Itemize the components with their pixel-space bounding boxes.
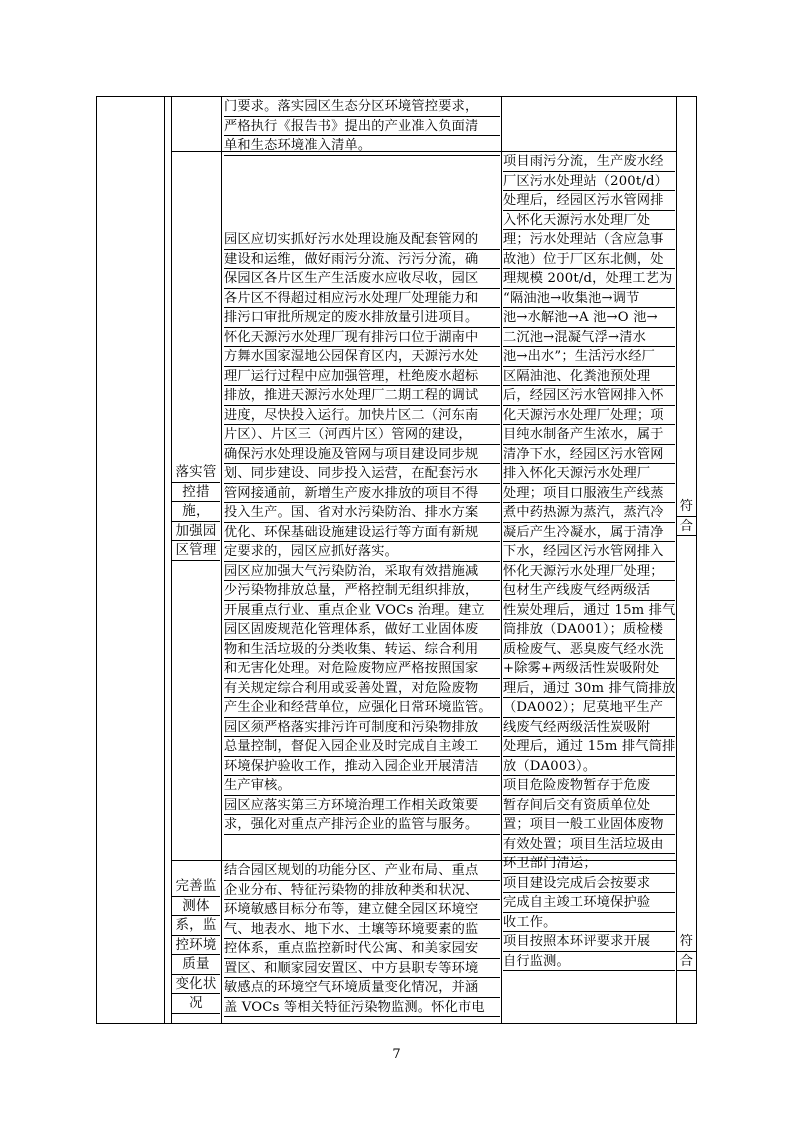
text-line: 置区、和顺家园安置区、中方县职专等环境 xyxy=(224,959,500,979)
text-line: 暂存间后交有资质单位处 xyxy=(503,796,675,816)
text-line: 项目建设完成后会按要求 xyxy=(503,874,675,894)
text-line: 处理后，经园区污水管网排 xyxy=(503,191,675,211)
text-line: 区管理 xyxy=(172,541,220,561)
text-line: 区隔油池、化粪池预处理 xyxy=(503,367,675,387)
text-line: 下水，经园区污水管网排入 xyxy=(503,542,675,562)
text-line: 后，经园区污水管网排入怀 xyxy=(503,386,675,406)
text-line: 排放，推进天源污水处理厂二期工程的调试 xyxy=(224,386,500,406)
text-line: 优化、环保基础设施建设运行等方面有新规 xyxy=(224,523,500,543)
text-line: 方舞水国家湿地公园保育区内，天源污水处 xyxy=(224,347,500,367)
text-line: 结合园区规划的功能分区、产业布局、重点 xyxy=(224,861,500,881)
row2-measure-label xyxy=(172,877,220,1014)
text-line: 化天源污水处理厂处理；项 xyxy=(503,406,675,426)
text-line: 园区应切实抓好污水处理设施及配套管网的 xyxy=(224,230,500,250)
text-line: 和无害化处理。对危险废物应严格按照国家 xyxy=(224,659,500,679)
row1-measure-label xyxy=(172,463,220,561)
row1-requirement-text xyxy=(224,230,500,835)
text-line: 置；项目一般工业固体废物 xyxy=(503,815,675,835)
text-line: 园区应落实第三方环境治理工作相关政策要 xyxy=(224,796,500,816)
text-line: （DA002）；尼莫地平生产 xyxy=(503,698,675,718)
text-line: 处理；项目口服液生产线蒸 xyxy=(503,484,675,504)
text-line: 控体系，重点监控新时代公寓、和美家园安 xyxy=(224,939,500,959)
text-line: 凝后产生冷凝水，属于清净 xyxy=(503,523,675,543)
text-line: 控环境 xyxy=(172,936,220,956)
column-divider xyxy=(501,96,502,1024)
text-line: 气、地表水、地下水、土壤等环境要素的监 xyxy=(224,920,500,940)
text-line: 厂区污水处理站（200t/d） xyxy=(503,172,675,192)
text-line: 生产审核。 xyxy=(224,776,500,796)
column-divider xyxy=(676,96,677,1024)
text-line: 落实管 xyxy=(172,463,220,483)
text-line: 合 xyxy=(677,517,696,537)
text-line: 项目按照本环评要求开展 xyxy=(503,932,675,952)
text-line: 煮中药热源为蒸汽，蒸汽冷 xyxy=(503,503,675,523)
table-right-border xyxy=(696,96,697,1024)
text-line: 怀化天源污水处理厂处理； xyxy=(503,562,675,582)
text-line: 建设和运维，做好雨污分流、污污分流，确 xyxy=(224,250,500,270)
text-line: 片区）、片区三（河西片区）管网的建设， xyxy=(224,425,500,445)
text-line: 目纯水制备产生浓水，属于 xyxy=(503,425,675,445)
text-line: 池→水解池→A 池→O 池→ xyxy=(503,308,675,328)
text-line: 完成自主竣工环境保护验 xyxy=(503,893,675,913)
text-line: 盖 VOCs 等相关特征污染物监测。怀化市电 xyxy=(224,998,500,1018)
row1-project-text xyxy=(503,152,675,932)
text-line: 有效处置；项目生活垃圾由 xyxy=(503,835,675,855)
text-line: 系，监 xyxy=(172,916,220,936)
page-number: 7 xyxy=(392,1047,401,1062)
text-line: 故池）位于厂区东北侧，处 xyxy=(503,250,675,270)
text-line: 合 xyxy=(677,952,696,972)
text-line: 有关规定综合利用或妥善处置，对危险废物 xyxy=(224,679,500,699)
text-line: “隔油池→收集池→调节 xyxy=(503,289,675,309)
text-line: 变化状 xyxy=(172,975,220,995)
text-line: 门要求。落实园区生态分区环境管控要求， xyxy=(224,97,500,117)
text-line: 划、同步建设、同步投入运营，在配套污水 xyxy=(224,464,500,484)
text-line: 自行监测。 xyxy=(503,952,675,972)
text-line: 加强园 xyxy=(172,522,220,542)
text-line: 进度，尽快投入运行。加快片区二（河东南 xyxy=(224,406,500,426)
text-line: 理后，通过 30m 排气筒排放 xyxy=(503,679,675,699)
text-line: 放（DA003）。 xyxy=(503,757,675,777)
text-line: 质检废气、恶臭废气经水洗 xyxy=(503,640,675,660)
row0-requirement-text xyxy=(224,97,500,156)
column-divider xyxy=(164,96,165,1024)
text-line: 入怀化天源污水处理厂处 xyxy=(503,211,675,231)
text-line: 完善监 xyxy=(172,877,220,897)
text-line: 环境保护验收工作，推动入园企业开展清洁 xyxy=(224,757,500,777)
text-line: 符 xyxy=(677,932,696,952)
text-line: 少污染物排放总量，严格控制无组织排放， xyxy=(224,581,500,601)
text-line: 质量 xyxy=(172,955,220,975)
text-line: 理厂运行过程中应加强管理，杜绝废水超标 xyxy=(224,367,500,387)
text-line: 线废气经两级活性炭吸附 xyxy=(503,718,675,738)
text-line: 性炭处理后，通过 15m 排气 xyxy=(503,601,675,621)
table-left-border xyxy=(96,96,97,1024)
text-line: 管网接通前，新增生产废水排放的项目不得 xyxy=(224,484,500,504)
text-line: 投入生产。国、省对水污染防治、排水方案 xyxy=(224,503,500,523)
text-line: 排入怀化天源污水处理厂 xyxy=(503,464,675,484)
text-line: 池→出水”；生活污水经厂 xyxy=(503,347,675,367)
text-line: 收工作。 xyxy=(503,913,675,933)
row2-requirement-text xyxy=(224,861,500,1017)
text-line: 环境敏感目标分布等，建立健全园区环境空 xyxy=(224,900,500,920)
text-line: 确保污水处理设施及管网与项目建设同步规 xyxy=(224,445,500,465)
text-line: 单和生态环境准入清单。 xyxy=(224,136,500,156)
text-line: 环卫部门清运； xyxy=(503,854,675,874)
text-line: 总量控制，督促入园企业及时完成自主竣工 xyxy=(224,737,500,757)
column-divider xyxy=(221,96,222,1024)
text-line: 园区应加强大气污染防治，采取有效措施减 xyxy=(224,562,500,582)
text-line: 企业分布、特征污染物的排放种类和状况、 xyxy=(224,881,500,901)
text-line: 敏感点的环境空气环境质量变化情况，并涵 xyxy=(224,978,500,998)
text-line: 园区须严格落实排污许可制度和污染物排放 xyxy=(224,718,500,738)
text-line: 二沉池→混凝气浮→清水 xyxy=(503,328,675,348)
text-line: 定要求的，园区应抓好落实。 xyxy=(224,542,500,562)
text-line: 处理后，通过 15m 排气筒排 xyxy=(503,737,675,757)
text-line: 保园区各片区生产生活废水应收尽收，园区 xyxy=(224,269,500,289)
text-line: 筒排放（DA001）；质检楼 xyxy=(503,620,675,640)
text-line: 况 xyxy=(172,994,220,1014)
table-bottom-border xyxy=(96,1023,697,1024)
text-line: 清净下水，经园区污水管网 xyxy=(503,445,675,465)
text-line: 怀化天源污水处理厂现有排污口位于湖南中 xyxy=(224,328,500,348)
text-line: 园区固废规范化管理体系，做好工业固体废 xyxy=(224,620,500,640)
text-line: 施， xyxy=(172,502,220,522)
text-line: 包材生产线废气经两级活 xyxy=(503,581,675,601)
text-line: 控措 xyxy=(172,483,220,503)
text-line: 各片区不得超过相应污水处理厂处理能力和 xyxy=(224,289,500,309)
text-line: 开展重点行业、重点企业 VOCs 治理。建立 xyxy=(224,601,500,621)
text-line: 物和生活垃圾的分类收集、转运、综合利用 xyxy=(224,640,500,660)
text-line: +除雾+两级活性炭吸附处 xyxy=(503,659,675,679)
text-line: 项目雨污分流，生产废水经 xyxy=(503,152,675,172)
text-line: 测体 xyxy=(172,897,220,917)
row2-conclusion xyxy=(677,932,696,971)
row1-conclusion xyxy=(677,497,696,536)
text-line: 符 xyxy=(677,497,696,517)
text-line: 求，强化对重点产排污企业的监管与服务。 xyxy=(224,815,500,835)
text-line: 项目危险废物暂存于危废 xyxy=(503,776,675,796)
text-line: 严格执行《报告书》提出的产业准入负面清 xyxy=(224,117,500,137)
text-line: 理；污水处理站（含应急事 xyxy=(503,230,675,250)
row2-project-text xyxy=(503,932,675,971)
text-line: 排污口审批所规定的废水排放量引进项目。 xyxy=(224,308,500,328)
text-line: 产生企业和经营单位，应强化日常环境监管。 xyxy=(224,698,500,718)
text-line: 理规模 200t/d，处理工艺为 xyxy=(503,269,675,289)
